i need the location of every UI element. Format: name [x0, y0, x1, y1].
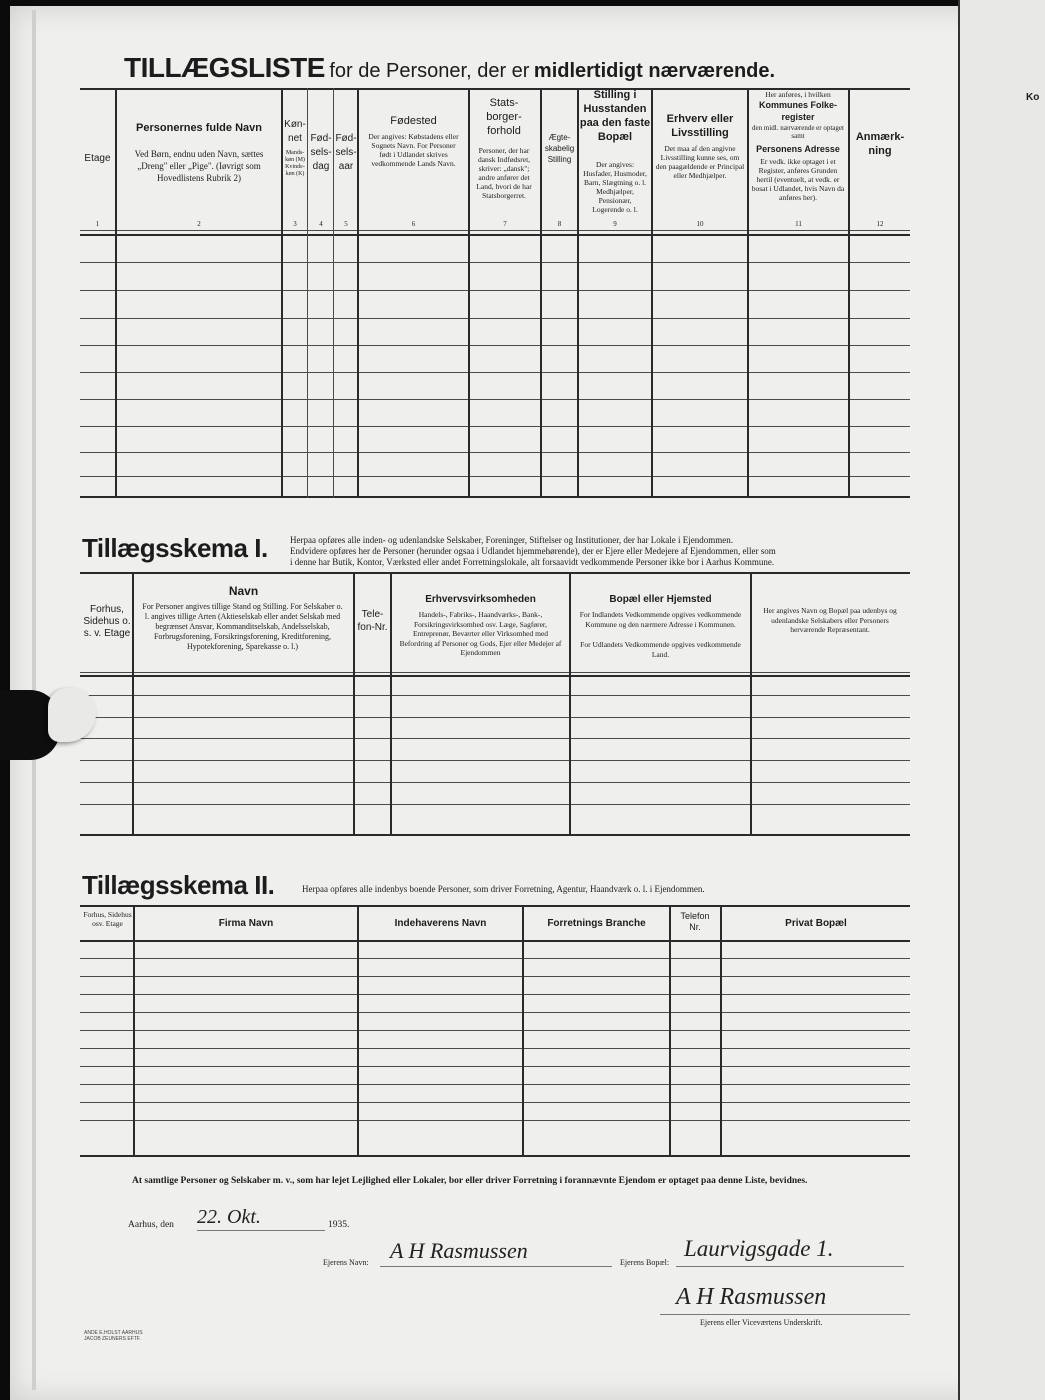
date-year: 1935.: [328, 1220, 350, 1230]
col-birthday-header: Fød-sels-dag: [310, 133, 332, 172]
col-birthyear-header: Fød-sels-aar: [335, 133, 357, 172]
col-number-6: 6: [411, 220, 416, 228]
schema1-col-phone: Tele-fon-Nr.: [357, 609, 388, 633]
schema1-col-residence-sub1: For Indlandets Vedkommende opgives vedkommende Kommune og den nærmere Adresse i Kommunen.: [579, 610, 742, 629]
col-number-8: 8: [557, 220, 562, 228]
adjacent-page: [958, 0, 1045, 1400]
schema1-col-name-sub: For Personer angives tillige Stand og Stilling. For Selskaber o. l. angives tillige Arten (Aktieselskab eller andet Selskab med begrænset Ansvar, Kommanditselskab, Andelsselskab, Forbrugsforening, Forsikringsforening, Kreditforening, Hypotekforening, Sparekasse o. l.): [142, 602, 343, 651]
page-title: [124, 52, 775, 84]
date-place: Aarhus,: [128, 1220, 158, 1230]
col-address-top: Her anføres, i hvilken: [765, 90, 831, 99]
signature-label: Ejerens eller Viceværtens Underskrift.: [700, 1318, 823, 1327]
schema1-col-name: Navn: [228, 584, 259, 598]
schema2-col-owner: Indehaverens Navn: [394, 918, 487, 929]
owner-address-handwritten: Laurvigsgade 1.: [684, 1236, 834, 1261]
printer-line2: JACOB ZEUNERS EFTF.: [84, 1336, 141, 1342]
col-household-sub: Der angives: Husfader, Husmoder, Barn, Slægtning o. l. Medhjælper, Pensionær, Logerende o. l.: [583, 160, 647, 214]
owner-name-handwritten: A H Rasmussen: [390, 1238, 528, 1263]
schema1-desc-line3: i denne har Butik, Kontor, Værksted eller andet Forretningslokale, alt forsaavidt vedkommende Personer ikke bor i Aarhus Kommune.: [290, 557, 775, 567]
col-address-small: den midl. nærværende er optaget samt: [752, 124, 844, 140]
title-main: TILLÆGSLISTE: [124, 52, 325, 83]
col-occupation-sub: Det maa af den angivne Livsstilling kunne ses, om den paagældende er Principal eller Medhjælper.: [655, 144, 745, 180]
col-address-register: Kommunes Folke-register: [758, 100, 837, 122]
schema1-desc-line1: Herpaa opføres alle inden- og udenlandske Selskaber, Foreninger, Stiftelser og Institutioner, der har Lokale i Ejendommen.: [290, 535, 734, 545]
col-number-4: 4: [319, 220, 323, 228]
schema2-col-private-address: Privat Bopæl: [785, 918, 847, 929]
col-sex-sub: Mands-køn (M) Kvinde-køn (K): [285, 150, 305, 177]
col-sex-header: Køn-net: [284, 119, 306, 144]
schema1-col-business: Erhvervsvirksomheden: [425, 594, 536, 605]
schema2-description: Herpaa opføres alle indenbys boende Personer, som driver Forretning, Agentur, Haandværk o. l. i Ejendommen.: [302, 884, 705, 894]
certification-statement: At samtlige Personer og Selskaber m. v., som har lejet Lejlighed eller Lokaler, bor eller driver Forretning i forannævnte Ejendom er optaget paa denne Liste, bevidnes.: [132, 1176, 808, 1186]
schema2-col-firm: Firma Navn: [218, 918, 274, 929]
title-rest-a: for de Personer, der er: [329, 60, 530, 82]
col-name-header: Personernes fulde Navn: [136, 122, 262, 134]
printer-mark: [84, 1330, 143, 1342]
schema1-title: Tillægsskema I.: [82, 533, 268, 563]
col-number-10: 10: [696, 220, 704, 228]
schema1-col-floor: Forhus, Sidehus o. s. v. Etage: [83, 604, 131, 639]
schema2-title: Tillægsskema II.: [82, 870, 275, 900]
col-number-2: 2: [197, 220, 201, 228]
col-citizenship-header: Stats-borger-forhold: [486, 97, 522, 137]
date-den: den: [160, 1220, 174, 1230]
col-birthplace-sub: Der angives: Købstadens eller Sognets Navn. For Personer født i Udlandet skrives vedkommende Lands Navn.: [368, 132, 459, 168]
col-address-sub: Er vedk. ikke optaget i et Register, anføres Grunden hertil (eventuelt, at vedk. er bosat i Udlandet, hvis Navn da anføres her).: [751, 157, 845, 202]
col-household-header: Stilling i Husstanden paa den faste Bopæl: [579, 89, 651, 143]
col-marital-header: Ægte-skabelig Stilling: [544, 133, 575, 164]
schema1-col-residence: Bopæl eller Hjemsted: [609, 594, 712, 605]
col-number-5: 5: [344, 220, 348, 228]
owner-signature: A H Rasmussen: [676, 1284, 827, 1310]
col-number-3: 3: [293, 220, 297, 228]
schema1-col-representative: Her angives Navn og Bopæl paa udenbys og udenlandske Selskabers eller Personers herværende Repræsentant.: [763, 606, 897, 634]
schema1-desc-line2: Endvidere opføres her de Personer (herunder ogsaa i Udlandet hjemmehørende), der er Ejere eller Medejere af Ejendommen, eller som: [290, 546, 776, 556]
schema1-col-residence-sub2: For Udlandets Vedkommende opgives vedkommende Land.: [580, 640, 741, 659]
date-line: [128, 1220, 174, 1230]
col-remarks-header: Anmærk-ning: [855, 131, 905, 157]
schema1-col-business-sub: Handels-, Fabriks-, Haandværks-, Bank-, Forsikringsvirksomhed osv. Læge, Sagfører, Entreprenør, Beværter eller Virksomhed med Befordring af Personer og Gods, Ejer eller Medejer af Ejendommen: [399, 610, 562, 657]
schema1-description: [290, 535, 910, 568]
col-number-7: 7: [503, 220, 507, 228]
col-number-1: 1: [95, 220, 100, 228]
handwritten-date: 22. Okt.: [197, 1206, 261, 1228]
document-page: [10, 6, 1010, 1400]
printer-line1: ANDE E.HOLST AARHUS: [84, 1330, 143, 1336]
col-number-9: 9: [613, 220, 617, 228]
schema2-col-phone: Telefon Nr.: [680, 911, 710, 932]
col-birthplace-header: Fødested: [390, 115, 437, 127]
owner-name-label: Ejerens Navn:: [323, 1258, 369, 1267]
adjacent-page-label: Ko: [1026, 92, 1040, 103]
col-etage-header: Etage: [84, 153, 111, 164]
title-rest-b: midlertidigt nærværende.: [533, 60, 776, 82]
col-address-header: Personens Adresse: [756, 144, 840, 154]
owner-address-label: Ejerens Bopæl:: [620, 1258, 670, 1267]
col-occupation-header: Erhverv eller Livsstilling: [666, 113, 734, 139]
col-name-sub: Ved Børn, endnu uden Navn, sættes „Dreng" eller „Pige". (Iøvrigt som Hovedlistens Rubrik 2): [134, 149, 264, 183]
col-citizenship-sub: Personer, der har dansk Indfødsret, skriver: „dansk"; andre anfører det Land, hvori de har Statsborgerret.: [476, 146, 532, 200]
col-number-12: 12: [876, 220, 884, 228]
schema2-col-branch: Forretnings Branche: [547, 918, 646, 929]
col-number-11: 11: [795, 220, 802, 228]
schema2-col-floor: Forhus, Sidehus osv. Etage: [83, 910, 132, 928]
